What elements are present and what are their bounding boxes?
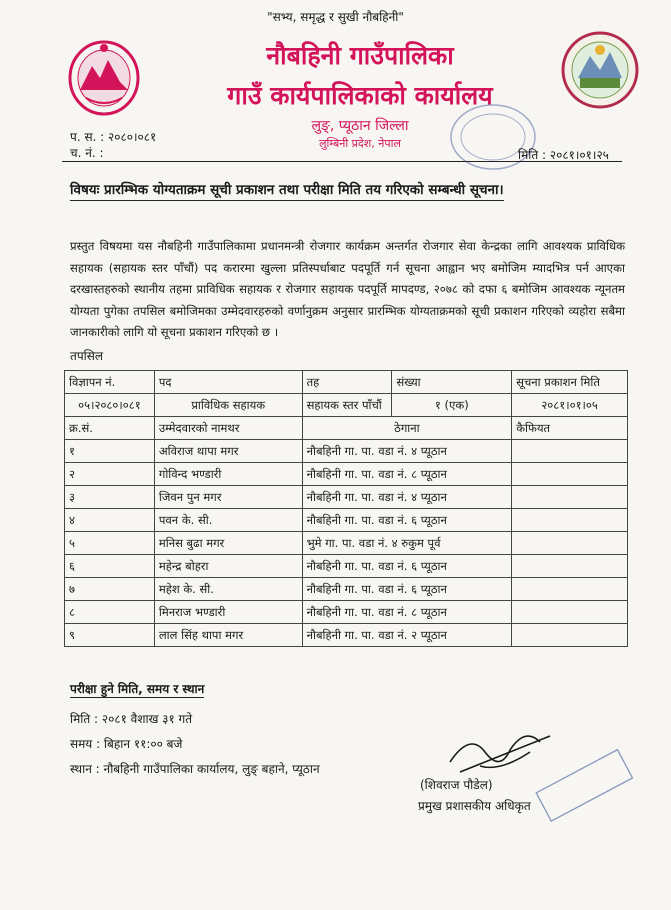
table-cell: मिनराज भण्डारी [154, 601, 302, 624]
table-row [65, 555, 628, 578]
table-row [65, 486, 628, 509]
chalani-number: च. नं. : [70, 146, 104, 160]
table-cell: ७ [65, 578, 155, 601]
table-cell [512, 601, 628, 624]
table-cell: नौबहिनी गा. पा. वडा नं. ६ प्यूठान [302, 509, 512, 532]
tapsil-label: तपसिल [70, 349, 104, 363]
exam-heading: परीक्षा हुने मिति, समय र स्थान [70, 682, 205, 696]
header-cell: विज्ञापन नं. [65, 371, 155, 394]
table-cell [512, 578, 628, 601]
table-cell: नौबहिनी गा. पा. वडा नं. ४ प्यूठान [302, 440, 512, 463]
table-cell [512, 624, 628, 647]
body-paragraph: प्रस्तुत विषयमा यस नौबहिनी गाउँपालिकामा प्रधानमन्त्री रोजगार कार्यक्रम अन्तर्गत रोजगार सेवा केन्द्रका लागि आवश्यक प्राविधिक सहायक (सहायक स्तर पाँचौं) पद करारमा खुल्ला प्रतिस्पर्धाबाट पदपूर्ति गर्न सूचना आह्वान भए बमोजिम म्यादभित्र पर्न आएका दरखास्तहरुको स्थानीय तहमा प्राविधिक सहायक र रोजगार सहायक पदपूर्ति मापदण्ड, २०७८ को दफा ६ बमोजिम आवश्यक न्यूनतम योग्यता पुगेका तपसिल बमोजिमका उम्मेदवारहरुको वर्णानुक्रम अनुसार प्रारम्भिक योग्यताक्रमको सूची प्रकाशन गरिएको व्यहोरा सबैमा जानकारीको लागि यो सूचना प्रकाशन गरिएको छ । [70, 239, 625, 339]
header-cell: कैफियत [512, 417, 628, 440]
address-line-2: लुम्बिनी प्रदेश, नेपाल [319, 137, 401, 150]
patra-sankhya: प. स. : २०८०।०८१ [70, 130, 157, 144]
exam-time: समय : बिहान ११:०० बजे [70, 737, 183, 751]
table-cell [512, 463, 628, 486]
letter-date: मिति : २०८१।०१।२५ [518, 148, 609, 162]
table-cell [512, 555, 628, 578]
table-cell: नौबहिनी गा. पा. वडा नं. ६ प्यूठान [302, 555, 512, 578]
table-cell: ०५।२०८०।०८१ [65, 394, 155, 417]
header-cell: ठेगाना [302, 417, 512, 440]
table-cell: नौबहिनी गा. पा. वडा नं. ६ प्यूठान [302, 578, 512, 601]
table-cell: अविराज थापा मगर [154, 440, 302, 463]
table-cell: ८ [65, 601, 155, 624]
header-cell: तह [302, 371, 392, 394]
header-cell: क्र.सं. [65, 417, 155, 440]
table-row [65, 624, 628, 647]
table-cell: गोविन्द भण्डारी [154, 463, 302, 486]
header-cell: उम्मेदवारको नामथर [154, 417, 302, 440]
table-cell: पवन के. सी. [154, 509, 302, 532]
table-cell [512, 486, 628, 509]
header-cell: संख्या [392, 371, 512, 394]
municipality-logo [560, 30, 640, 110]
candidate-table [64, 370, 628, 647]
table-cell: ९ [65, 624, 155, 647]
motto: "सभ्य, समृद्ध र सुखी नौबहिनी" [267, 10, 404, 24]
table-row [65, 578, 628, 601]
table-cell: महेश के. सी. [154, 578, 302, 601]
table-cell: सहायक स्तर पाँचौं [302, 394, 392, 417]
subject-line: विषयः प्रारम्भिक योग्यताक्रम सूची प्रकाशन तथा परीक्षा मिति तय गरिएको सम्बन्धी सूचना। [70, 180, 504, 201]
table-cell: १ (एक) [392, 394, 512, 417]
exam-venue: स्थान : नौबहिनी गाउँपालिका कार्यालय, लुङ् बहाने, प्यूठान [70, 762, 320, 776]
header-divider [62, 161, 622, 162]
org-name: नौबहिनी गाउँपालिका [266, 41, 454, 70]
header-cell: सूचना प्रकाशन मिति [512, 371, 628, 394]
table-cell: भुमे गा. पा. वडा नं. ४ रुकुम पूर्व [302, 532, 512, 555]
table-row [65, 463, 628, 486]
table-cell: ३ [65, 486, 155, 509]
table-cell: १ [65, 440, 155, 463]
office-name: गाउँ कार्यपालिकाको कार्यालय [227, 81, 493, 110]
signatory-title: प्रमुख प्रशासकीय अधिकृत [418, 799, 531, 813]
table-header-row [65, 417, 628, 440]
exam-date: मिति : २०८१ वैशाख ३१ गते [70, 712, 193, 726]
table-cell [512, 509, 628, 532]
header-cell: पद [154, 371, 302, 394]
table-cell: जिवन पुन मगर [154, 486, 302, 509]
table-cell: नौबहिनी गा. पा. वडा नं. २ प्यूठान [302, 624, 512, 647]
table-cell: नौबहिनी गा. पा. वडा नं. ८ प्यूठान [302, 463, 512, 486]
table-cell: प्राविधिक सहायक [154, 394, 302, 417]
table-cell: ६ [65, 555, 155, 578]
table-cell [512, 532, 628, 555]
advert-row [65, 394, 628, 417]
table-header-row [65, 371, 628, 394]
table-cell: २ [65, 463, 155, 486]
table-row [65, 532, 628, 555]
table-cell: महेन्द्र बोहरा [154, 555, 302, 578]
table-row [65, 440, 628, 463]
table-cell: लाल सिंह थापा मगर [154, 624, 302, 647]
table-cell: ४ [65, 509, 155, 532]
table-cell: नौबहिनी गा. पा. वडा नं. ४ प्यूठान [302, 486, 512, 509]
address-line-1: लुङ्, प्यूठान जिल्ला [311, 118, 409, 134]
table-cell: मनिस बुढा मगर [154, 532, 302, 555]
table-row [65, 509, 628, 532]
table-cell: २०८१।०१।०५ [512, 394, 628, 417]
table-cell: नौबहिनी गा. पा. वडा नं. ८ प्यूठान [302, 601, 512, 624]
table-cell [512, 440, 628, 463]
officer-stamp [528, 740, 638, 830]
table-cell: ५ [65, 532, 155, 555]
nepal-emblem-logo [66, 38, 142, 116]
table-row [65, 601, 628, 624]
signatory-name: (शिवराज पौडेल) [420, 778, 493, 792]
